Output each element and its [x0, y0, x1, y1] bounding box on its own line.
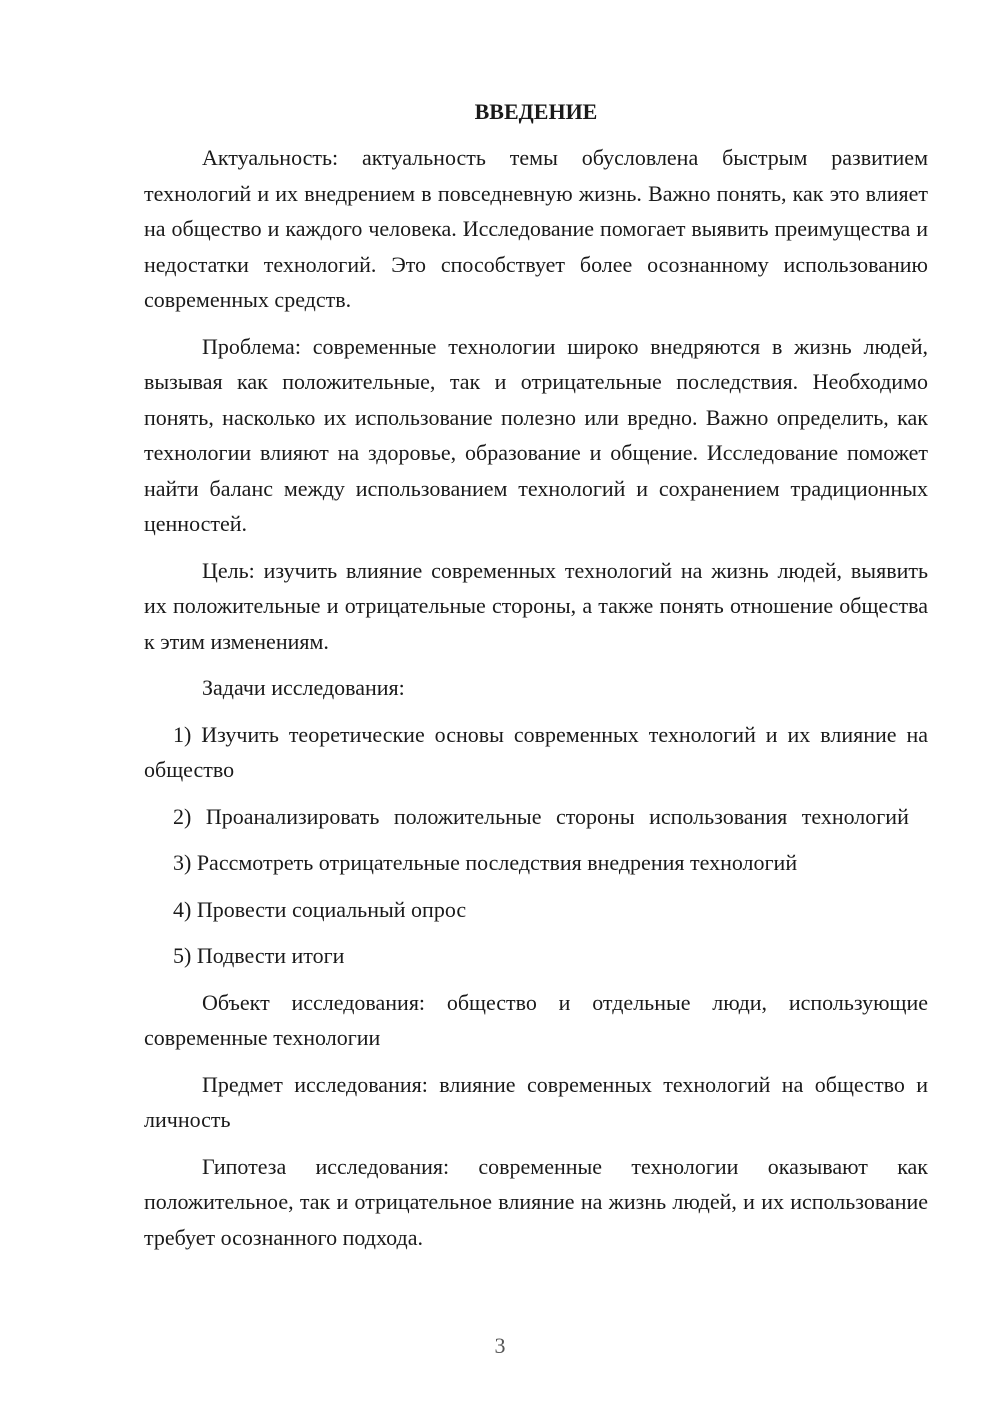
paragraph-subject: Предмет исследования: влияние современных технологий на общество и личность	[144, 1071, 928, 1132]
paragraph-hypothesis: Гипотеза исследования: современные технологии оказывают как положительное, так и отрицательное влияние на жизнь людей, и их использование требует осознанного подхода.	[144, 1153, 928, 1250]
paragraph-tasks-intro: Задачи исследования:	[202, 675, 405, 700]
paragraph-goal: Цель: изучить влияние современных технологий на жизнь людей, выявить их положительные и отрицательные стороны, а также понять отношение общества к этим изменениям.	[144, 557, 928, 654]
paragraph-problem: Проблема: современные технологии широко внедряются в жизнь людей, вызывая как положительные, так и отрицательные последствия. Необходимо понять, насколько их использование полезно или вредно. Важно определить, как технологии влияют на здоровье, образование и общение. Исследование поможет найти баланс между использованием технологий и сохранением традиционных ценностей.	[144, 333, 928, 536]
page-number: 3	[494, 1333, 506, 1358]
task-item-1: 1) Изучить теоретические основы современных технологий и их влияние на общество	[144, 721, 928, 782]
paragraph-object: Объект исследования: общество и отдельные люди, использующие современные технологии	[144, 989, 928, 1050]
section-heading: ВВЕДЕНИЕ	[474, 99, 598, 124]
task-item-3: 3) Рассмотреть отрицательные последствия внедрения технологий	[173, 850, 798, 875]
page-body	[144, 94, 928, 1266]
task-item-5: 5) Подвести итоги	[173, 943, 345, 968]
paragraph-relevance: Актуальность: актуальность темы обусловлена быстрым развитием технологий и их внедрением в повседневную жизнь. Важно понять, как это влияет на общество и каждого человека. Исследование помогает выявить преимущества и недостатки технологий. Это способствует более осознанному использованию современных средств.	[144, 145, 928, 312]
task-item-2: 2) Проанализировать положительные стороны использования технологий	[173, 803, 909, 829]
task-item-4: 4) Провести социальный опрос	[173, 896, 467, 922]
